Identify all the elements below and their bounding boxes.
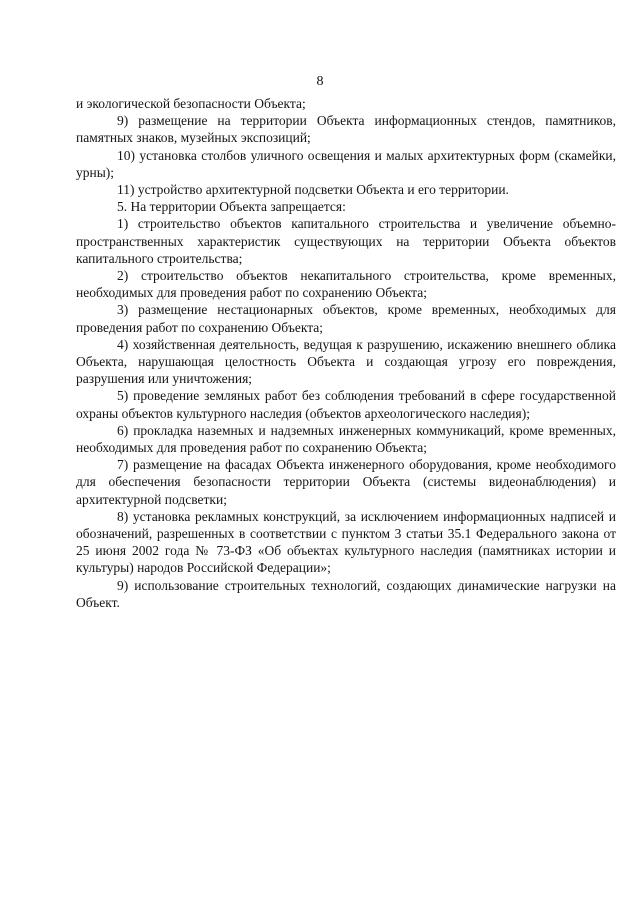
paragraph-prohibited-9: 9) использование строительных технологий, создающих динамические нагрузки на Объект. (76, 577, 616, 610)
paragraph-prohibited-4: 4) хозяйственная деятельность, ведущая к разрушению, искажению внешнего облика Объекта, нарушающая целостность Объекта и создающая угрозу его повреждения, разрушения или уничтожения; (76, 336, 616, 387)
document-body (76, 95, 616, 611)
page-number: 8 (316, 74, 324, 89)
paragraph-item-10-lighting: 10) установка столбов уличного освещения и малых архитектурных форм (скамейки, урны); (76, 147, 616, 180)
paragraph-prohibited-8: 8) установка рекламных конструкций, за исключением информационных надписей и обозначений, разрешенных в соответствии с пунктом 3 статьи 35.1 Федерального закона от 25 июня 2002 года № 73-ФЗ «Об объектах культурного наследия (памятниках истории и культуры) народов Российской Федерации»; (76, 508, 616, 576)
paragraph-continuation: и экологической безопасности Объекта; (76, 96, 306, 111)
paragraph-prohibited-7: 7) размещение на фасадах Объекта инженерного оборудования, кроме необходимого для обеспечения безопасности территории Объекта (системы видеонаблюдения) и архитектурной подсветки; (76, 457, 616, 507)
paragraph-prohibited-1: 1) строительство объектов капитального строительства и увеличение объемно-пространственных характеристик существующих на территории Объекта объектов капитального строительства; (76, 216, 616, 266)
paragraph-prohibited-6: 6) прокладка наземных и надземных инженерных коммуникаций, кроме временных, необходимых для проведения работ по сохранению Объекта; (76, 422, 616, 456)
paragraph-section-5-heading: 5. На территории Объекта запрещается: (117, 199, 346, 215)
paragraph-prohibited-5: 5) проведение земляных работ без соблюдения требований в сфере государственной охраны объектов культурного наследия (объектов археологического наследия); (76, 388, 616, 421)
paragraph-prohibited-3: 3) размещение нестационарных объектов, кроме временных, необходимых для проведения работ по сохранению Объекта; (76, 302, 616, 335)
paragraph-item-9-stands: 9) размещение на территории Объекта информационных стендов, памятников, памятных знаков, музейных экспозиций; (76, 113, 616, 146)
paragraph-prohibited-2: 2) строительство объектов некапитального строительства, кроме временных, необходимых для проведения работ по сохранению Объекта; (76, 268, 616, 301)
paragraph-item-11-illumination: 11) устройство архитектурной подсветки Объекта и его территории. (117, 182, 509, 198)
